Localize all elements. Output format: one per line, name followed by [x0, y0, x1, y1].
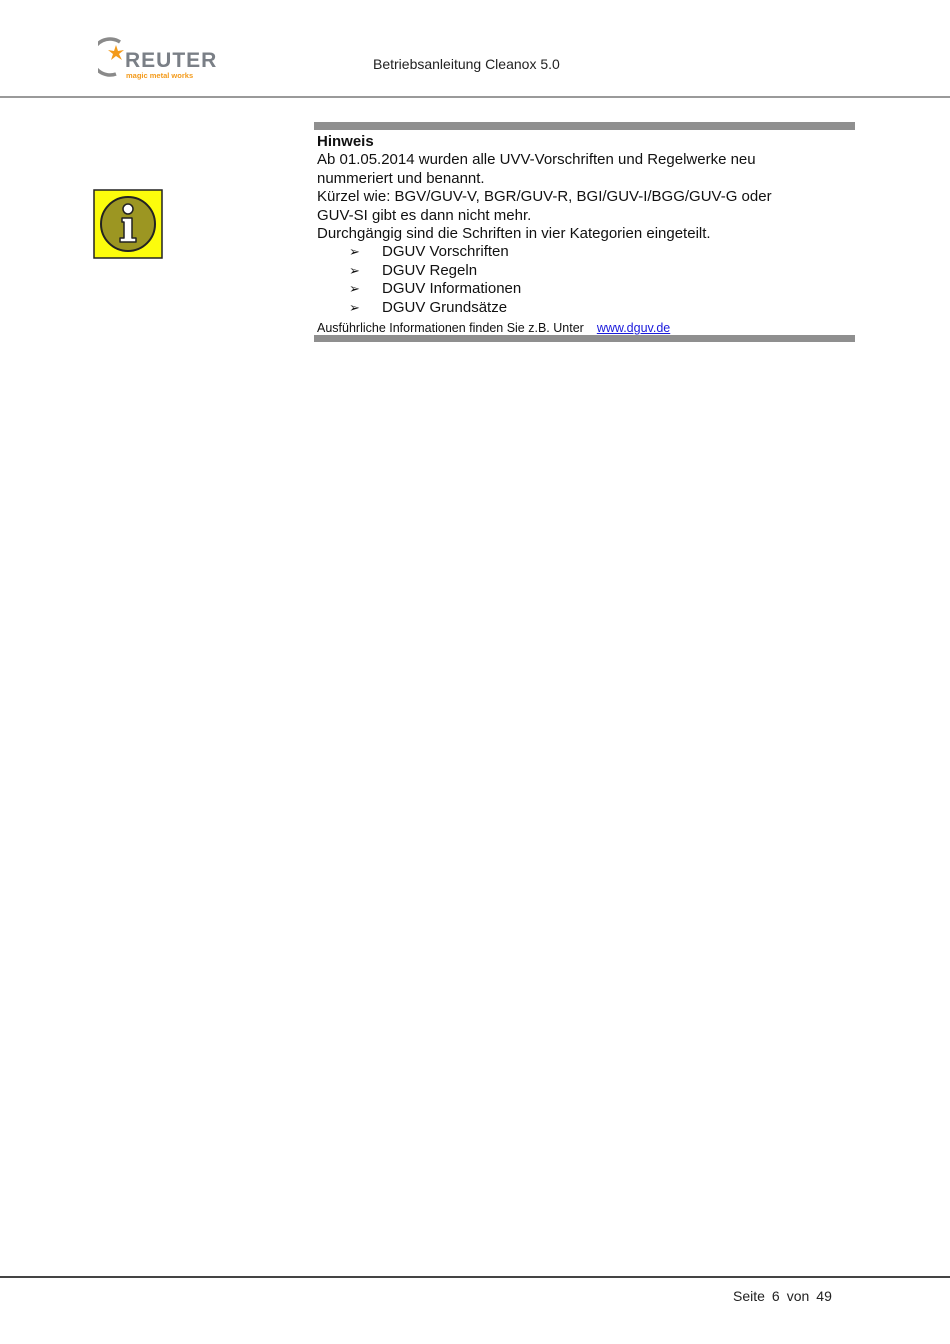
note-line: Kürzel wie: BGV/GUV-V, BGR/GUV-R, BGI/GUV-I/BGG/GUV-G oder: [317, 188, 772, 206]
svg-text:REUTER: REUTER: [125, 49, 218, 72]
note-top-bar: [314, 122, 855, 130]
arrow-bullet-icon: ➢: [349, 281, 360, 297]
footer-rule: [0, 1276, 950, 1278]
header-rule: [0, 96, 950, 98]
document-title: Betriebsanleitung Cleanox 5.0: [373, 56, 560, 72]
info-icon: [93, 189, 163, 259]
list-item: ➢ DGUV Vorschriften: [317, 243, 857, 261]
note-line: GUV-SI gibt es dann nicht mehr.: [317, 206, 532, 224]
note-line: nummeriert und benannt.: [317, 169, 485, 187]
list-item: ➢ DGUV Informationen: [317, 280, 857, 298]
reuter-logo: [98, 36, 233, 84]
list-item: ➢ DGUV Regeln: [317, 262, 857, 280]
page-label: Seite: [733, 1288, 765, 1304]
arrow-bullet-icon: ➢: [349, 262, 360, 278]
category-list: [317, 243, 857, 317]
current-page: 6: [771, 1288, 780, 1304]
arrow-bullet-icon: ➢: [349, 299, 360, 315]
note-line: Ab 01.05.2014 wurden alle UVV-Vorschriften und Regelwerke neu: [317, 151, 756, 169]
arrow-bullet-icon: ➢: [349, 244, 360, 260]
svg-text:magic metal works: magic metal works: [126, 71, 194, 80]
note-box: [317, 133, 857, 337]
page-number: [733, 1288, 832, 1304]
note-title: Hinweis: [317, 133, 374, 150]
dguv-link[interactable]: www.dguv.de: [596, 321, 671, 335]
list-item: ➢ DGUV Grundsätze: [317, 299, 857, 317]
of-label: von: [786, 1288, 810, 1304]
note-line: Durchgängig sind die Schriften in vier Kategorien eingeteilt.: [317, 225, 711, 243]
note-bottom-bar: [314, 335, 855, 342]
note-footer-text: Ausführliche Informationen finden Sie z.B. Unter: [317, 321, 584, 335]
total-pages: 49: [816, 1288, 832, 1304]
